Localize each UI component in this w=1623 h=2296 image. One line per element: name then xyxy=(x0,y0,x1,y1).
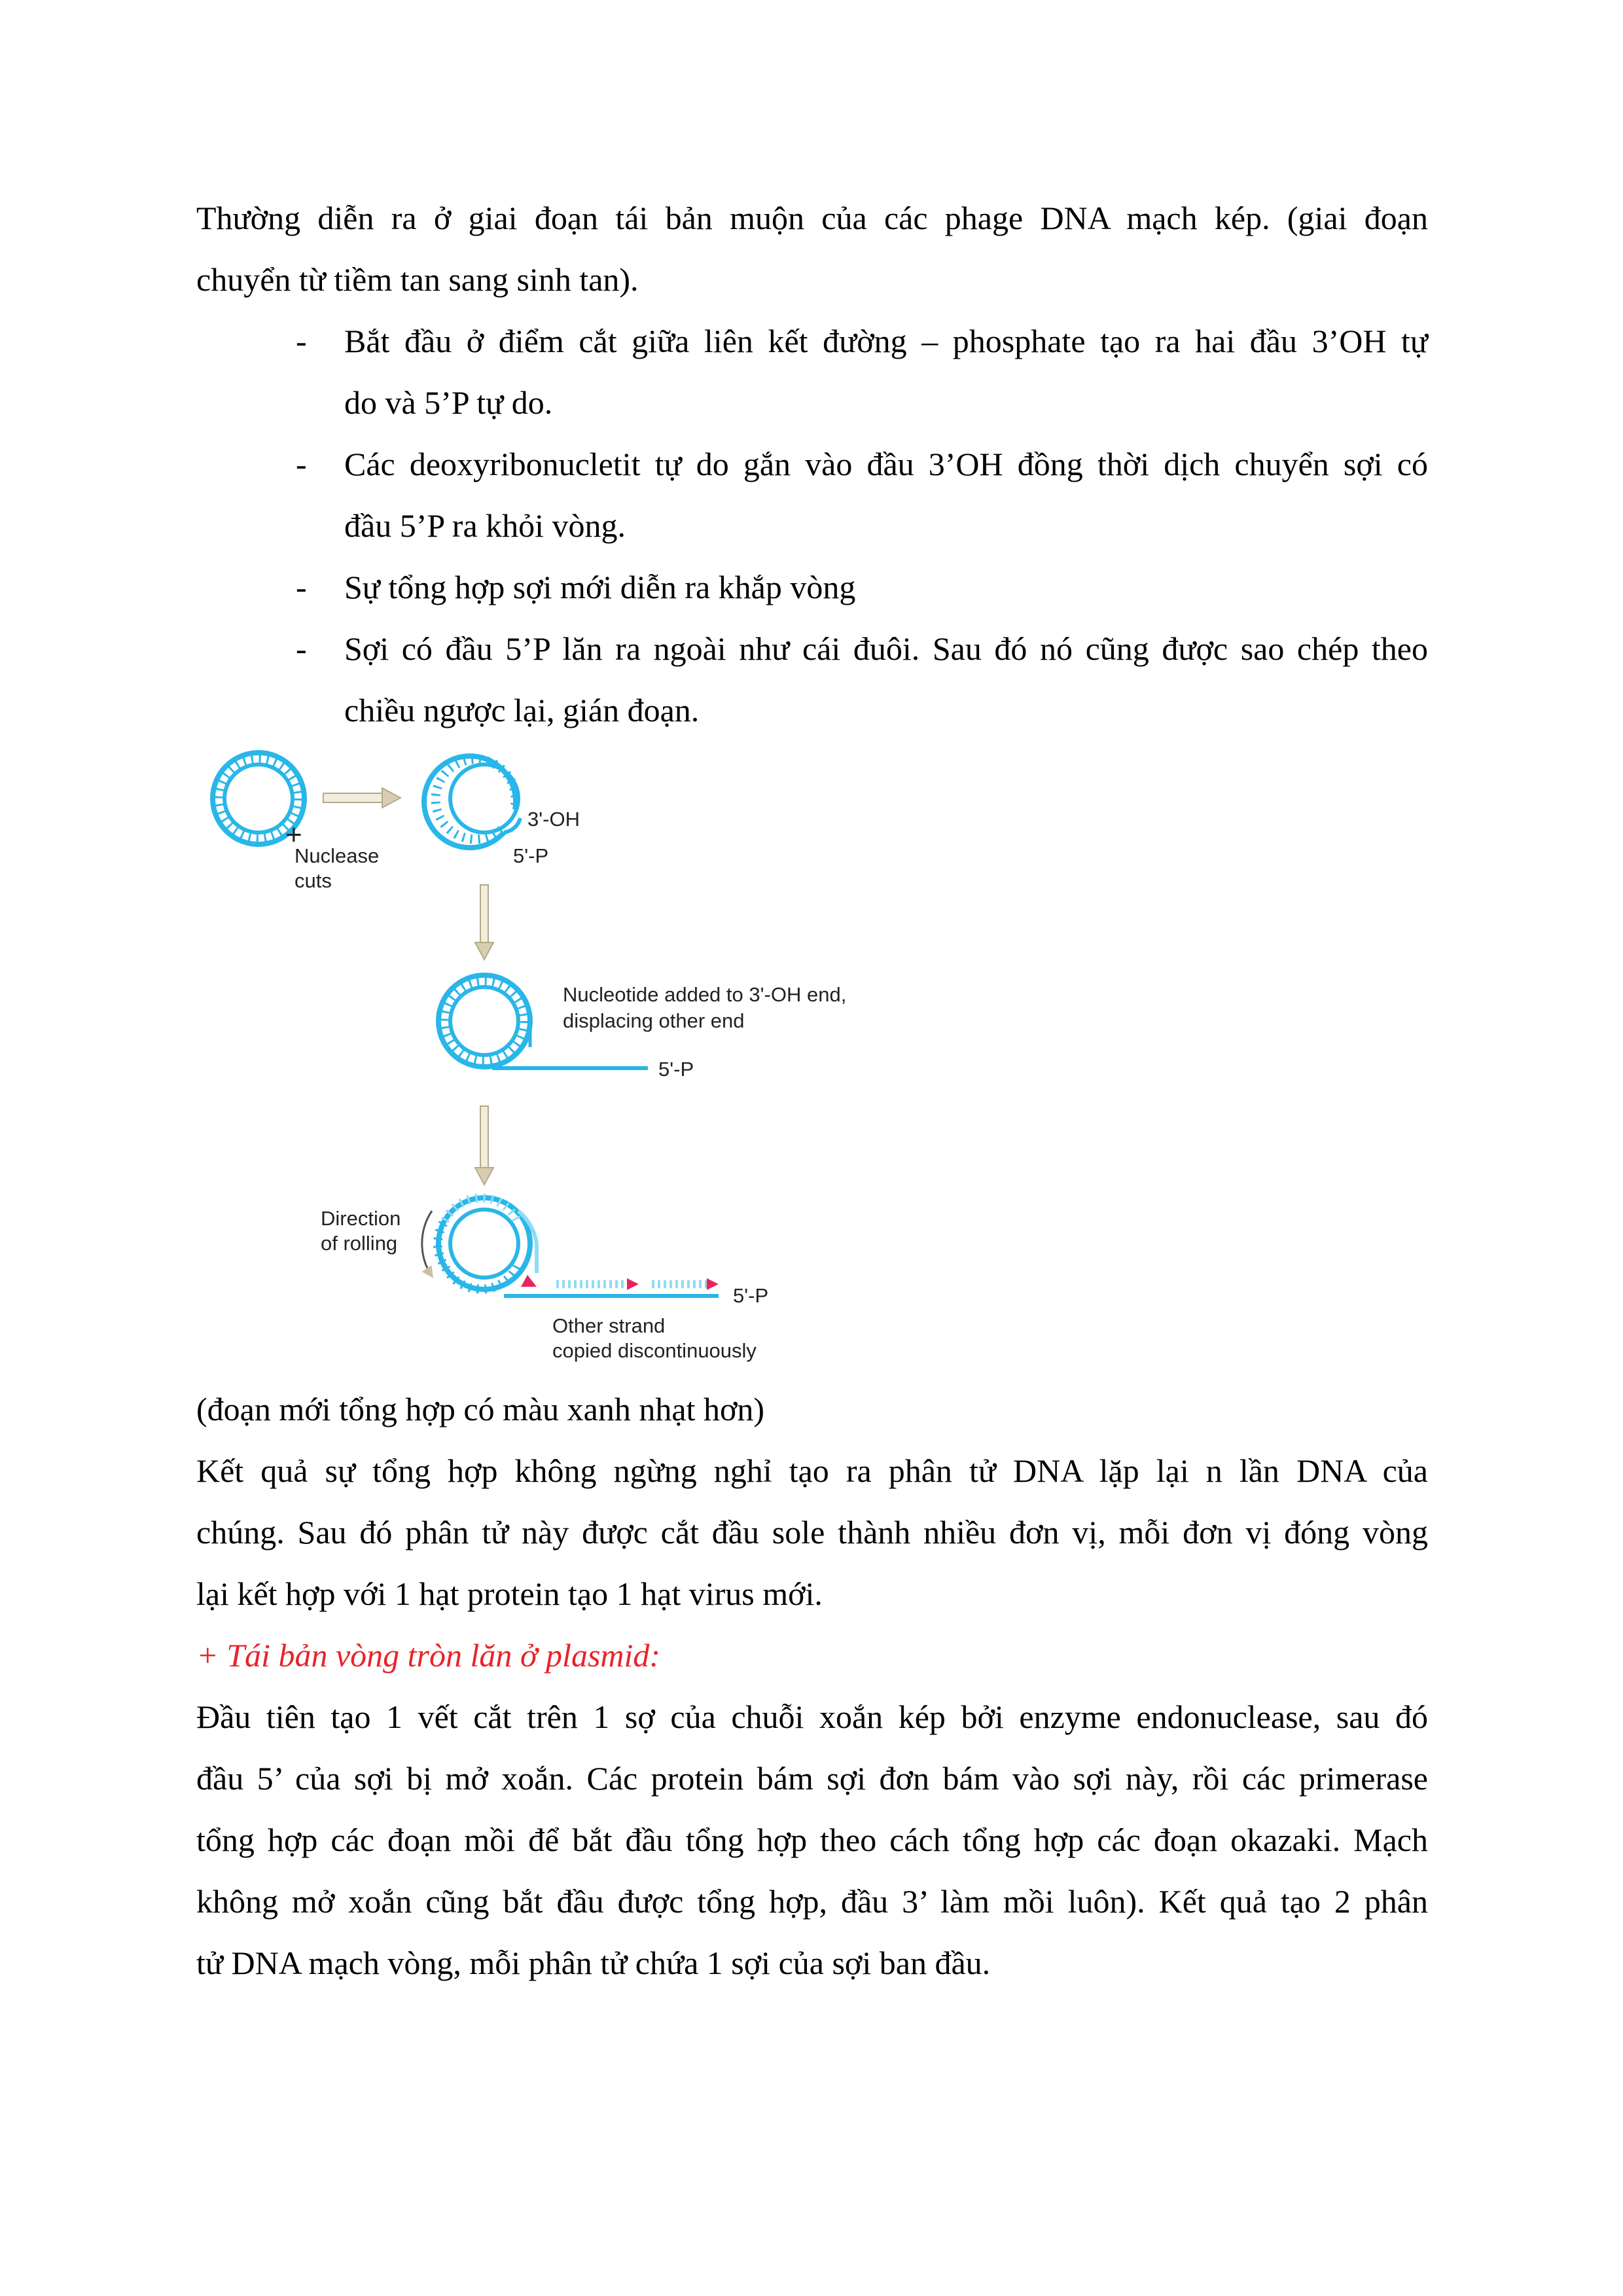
okazaki-fragment xyxy=(556,1278,639,1290)
primer-marker-icon xyxy=(521,1275,537,1287)
p-end-label: 5'-P xyxy=(513,844,549,867)
plasmid-line-1: Đầu tiên tạo 1 vết cắt trên 1 sợ của chuỗi xoắn kép bởi enzyme endonuclease, sau đó xyxy=(196,1698,1428,1735)
bullet-dash: - xyxy=(296,446,307,482)
nuclease-label-2: cuts xyxy=(294,869,332,892)
bullet-dash: - xyxy=(296,630,307,667)
dna-circle-nicked xyxy=(424,756,520,848)
plasmid-line-4: không mở xoắn cũng bắt đầu được tổng hợp, đầu 3’ làm mồi luôn). Kết quả tạo 2 phân xyxy=(196,1883,1428,1920)
other-strand-label-1: Other strand xyxy=(552,1314,666,1337)
oh-end-label: 3'-OH xyxy=(527,808,580,831)
bullet-dash: - xyxy=(296,569,307,605)
arrow-down-icon xyxy=(475,1106,493,1185)
nucleotide-added-label-2: displacing other end xyxy=(563,1009,745,1032)
result-line-1: Kết quả sự tổng hợp không ngừng nghỉ tạo ra phân tử DNA lặp lại n lần DNA của xyxy=(196,1452,1428,1489)
plasmid-line-3: tổng hợp các đoạn mồi để bắt đầu tổng hợp theo cách tổng hợp các đoạn okazaki. Mạch xyxy=(196,1821,1428,1858)
intro-line-1: Thường diễn ra ở giai đoạn tái bản muộn của các phage DNA mạch kép. (giai đoạn xyxy=(196,200,1428,236)
nuclease-label-1: Nuclease xyxy=(294,844,380,867)
result-line-2: chúng. Sau đó phân tử này được cắt đầu sole thành nhiều đơn vị, mỗi đơn vị đóng vòng xyxy=(196,1514,1428,1551)
p-end-label-2: 5'-P xyxy=(658,1058,694,1081)
plasmid-heading: + Tái bản vòng tròn lăn ở plasmid: xyxy=(196,1637,661,1674)
result-line-3: lại kết hợp với 1 hạt protein tạo 1 hạt virus mới. xyxy=(196,1575,823,1612)
bullet-1-line-2: do và 5’P tự do. xyxy=(344,384,553,421)
plasmid-line-5: tử DNA mạch vòng, mỗi phân tử chứa 1 sợi của sợi ban đầu. xyxy=(196,1945,991,1981)
rolling-direction-arrow-icon xyxy=(422,1211,432,1276)
plasmid-line-2: đầu 5’ của sợi bị mở xoắn. Các protein bám sợi đơn bám vào sợi này, rồi các primerase xyxy=(196,1760,1428,1797)
bullet-dash: - xyxy=(296,323,307,359)
cut-marker-icon: + xyxy=(285,819,302,851)
figure-caption: (đoạn mới tổng hợp có màu xanh nhạt hơn) xyxy=(196,1391,765,1427)
bullet-3-line-1: Sự tổng hợp sợi mới diễn ra khắp vòng xyxy=(344,569,856,605)
direction-label-2: of rolling xyxy=(321,1232,398,1255)
arrow-right-icon xyxy=(323,788,401,808)
okazaki-fragment xyxy=(652,1278,719,1290)
nucleotide-added-label-1: Nucleotide added to 3'-OH end, xyxy=(563,983,847,1006)
direction-label-1: Direction xyxy=(321,1207,401,1230)
p-end-label-3: 5'-P xyxy=(733,1284,769,1307)
bullet-1-line-1: Bắt đầu ở điểm cắt giữa liên kết đường – phosphate tạo ra hai đầu 3’OH tự xyxy=(344,323,1428,359)
bullet-2-line-2: đầu 5’P ra khỏi vòng. xyxy=(344,507,626,544)
bullet-2-line-1: Các deoxyribonucletit tự do gắn vào đầu 3’OH đồng thời dịch chuyển sợi có xyxy=(344,446,1428,482)
bullet-4-line-2: chiều ngược lại, gián đoạn. xyxy=(344,692,700,728)
arrow-down-icon xyxy=(475,885,493,960)
other-strand-label-2: copied discontinuously xyxy=(552,1339,757,1362)
bullet-4-line-1: Sợi có đầu 5’P lăn ra ngoài như cái đuôi. Sau đó nó cũng được sao chép theo xyxy=(344,630,1428,667)
intro-line-2: chuyển từ tiềm tan sang sinh tan). xyxy=(196,261,639,298)
